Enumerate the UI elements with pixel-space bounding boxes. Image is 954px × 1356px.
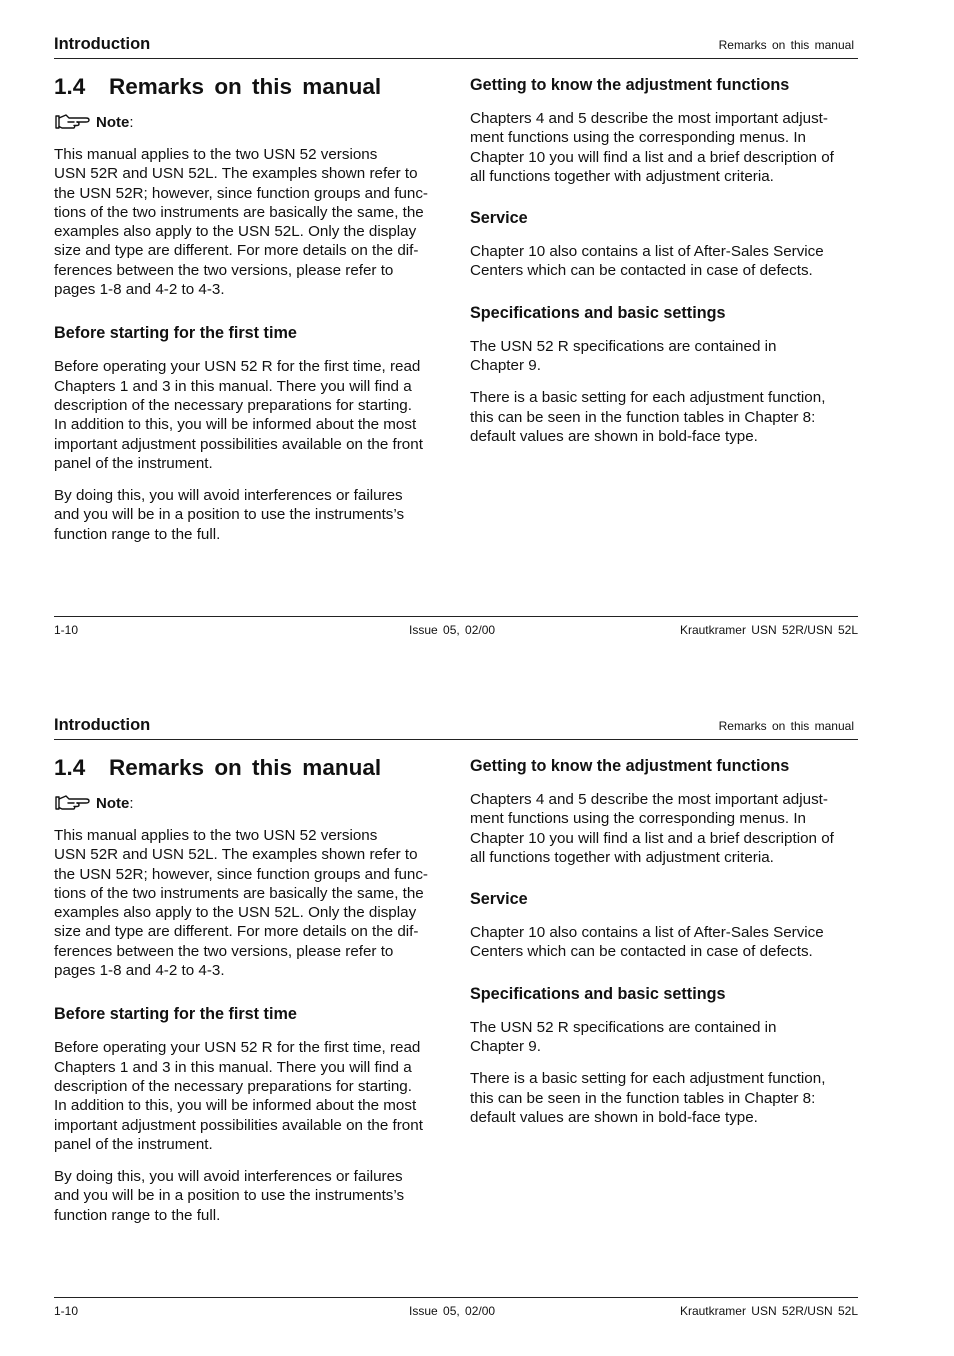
section-title-text: Remarks on this manual [109,755,382,780]
header-running-title: Remarks on this manual [718,38,854,52]
right-column [470,75,862,446]
spec-paragraph-1: The USN 52 R specifications are contained in Chapter 9. [470,1018,777,1056]
intro-paragraph: This manual applies to the two USN 52 versions USN 52R and USN 52L. The examples shown refer to the USN 52R; however, since function groups and func- tions of the two instruments are basically the same, the examples also apply to the USN 52L. Only the display size and type are different. For more details on the dif- ferences between the two versions, please refer to pages 1-8 and 4-2 to 4-3. [54,827,428,980]
service-heading: Service [470,209,528,228]
before-paragraph-2: By doing this, you will avoid interferences or failures and you will be in a position to use the instruments’s function range to the full. [54,1168,405,1224]
section-title [54,753,446,793]
header-rule [54,58,858,59]
header-section: Introduction [54,35,151,53]
intro-paragraph: This manual applies to the two USN 52 versions USN 52R and USN 52L. The examples shown refer to the USN 52R; however, since function groups and func- tions of the two instruments are basically the same, the examples also apply to the USN 52L. Only the display size and type are different. For more details on the dif- ferences between the two versions, please refer to pages 1-8 and 4-2 to 4-3. [54,146,428,299]
note-label: Note [96,114,130,131]
footer-rule [54,1297,858,1298]
section-number: 1.4 [54,74,86,99]
spec-paragraph-2: There is a basic setting for each adjustment function, this can be seen in the function tables in Chapter 8: default values are shown in bold-face type. [470,1070,826,1126]
spec-heading: Specifications and basic settings [470,984,726,1003]
adjust-paragraph: Chapters 4 and 5 describe the most important adjust- ment functions using the corresponding menus. In Chapter 10 you will find a list and a brief description of all functions together with adjustment criteria. [470,110,834,185]
section-title-text: Remarks on this manual [109,74,382,99]
pointing-hand-icon [54,793,96,811]
adjust-paragraph: Chapters 4 and 5 describe the most important adjust- ment functions using the corresponding menus. In Chapter 10 you will find a list and a brief description of all functions together with adjustment criteria. [470,791,834,866]
footer-product: Krautkramer USN 52R/USN 52L [679,1304,858,1318]
adjust-heading: Getting to know the adjustment functions [470,757,790,775]
spec-heading: Specifications and basic settings [470,303,726,322]
before-paragraph-1: Before operating your USN 52 R for the first time, read Chapters 1 and 3 in this manual. There you will find a description of the necessary preparations for starting. In addition to this, you will be informed about the most important adjustment possibilities available on the front panel of the instrument. [54,358,423,472]
note-colon: : [129,795,134,812]
before-paragraph-1: Before operating your USN 52 R for the first time, read Chapters 1 and 3 in this manual. There you will find a description of the necessary preparations for starting. In addition to this, you will be informed about the most important adjustment possibilities available on the front panel of the instrument. [54,1039,423,1153]
before-paragraph-2: By doing this, you will avoid interferences or failures and you will be in a position to use the instruments’s function range to the full. [54,487,405,543]
note-label: Note [96,795,130,812]
service-paragraph: Chapter 10 also contains a list of After-Sales Service Centers which can be contacted in case of defects. [470,924,824,961]
service-paragraph: Chapter 10 also contains a list of After-Sales Service Centers which can be contacted in case of defects. [470,243,824,280]
footer-rule [54,616,858,617]
note-callout [54,793,446,826]
right-column [470,756,862,1127]
section-title [54,72,446,112]
section-number: 1.4 [54,755,86,780]
adjust-heading: Getting to know the adjustment functions [470,76,790,94]
footer-issue: Issue 05, 02/00 [409,623,496,637]
note-callout [54,112,446,145]
service-heading: Service [470,890,528,909]
before-heading: Before starting for the first time [54,1005,297,1024]
spec-paragraph-2: There is a basic setting for each adjustment function, this can be seen in the function tables in Chapter 8: default values are shown in bold-face type. [470,389,826,445]
header-rule [54,739,858,740]
footer-product: Krautkramer USN 52R/USN 52L [679,623,858,637]
page-top [0,0,954,675]
left-column [54,753,446,1225]
page-bottom [0,681,954,1356]
footer-page-number: 1-10 [54,1304,79,1318]
note-colon: : [129,114,134,131]
left-column [54,72,446,544]
before-heading: Before starting for the first time [54,324,297,343]
footer-page-number: 1-10 [54,623,79,637]
header-section: Introduction [54,716,151,734]
pointing-hand-icon [54,112,96,130]
header-running-title: Remarks on this manual [718,719,854,733]
spec-paragraph-1: The USN 52 R specifications are contained in Chapter 9. [470,337,777,375]
footer-issue: Issue 05, 02/00 [409,1304,496,1318]
